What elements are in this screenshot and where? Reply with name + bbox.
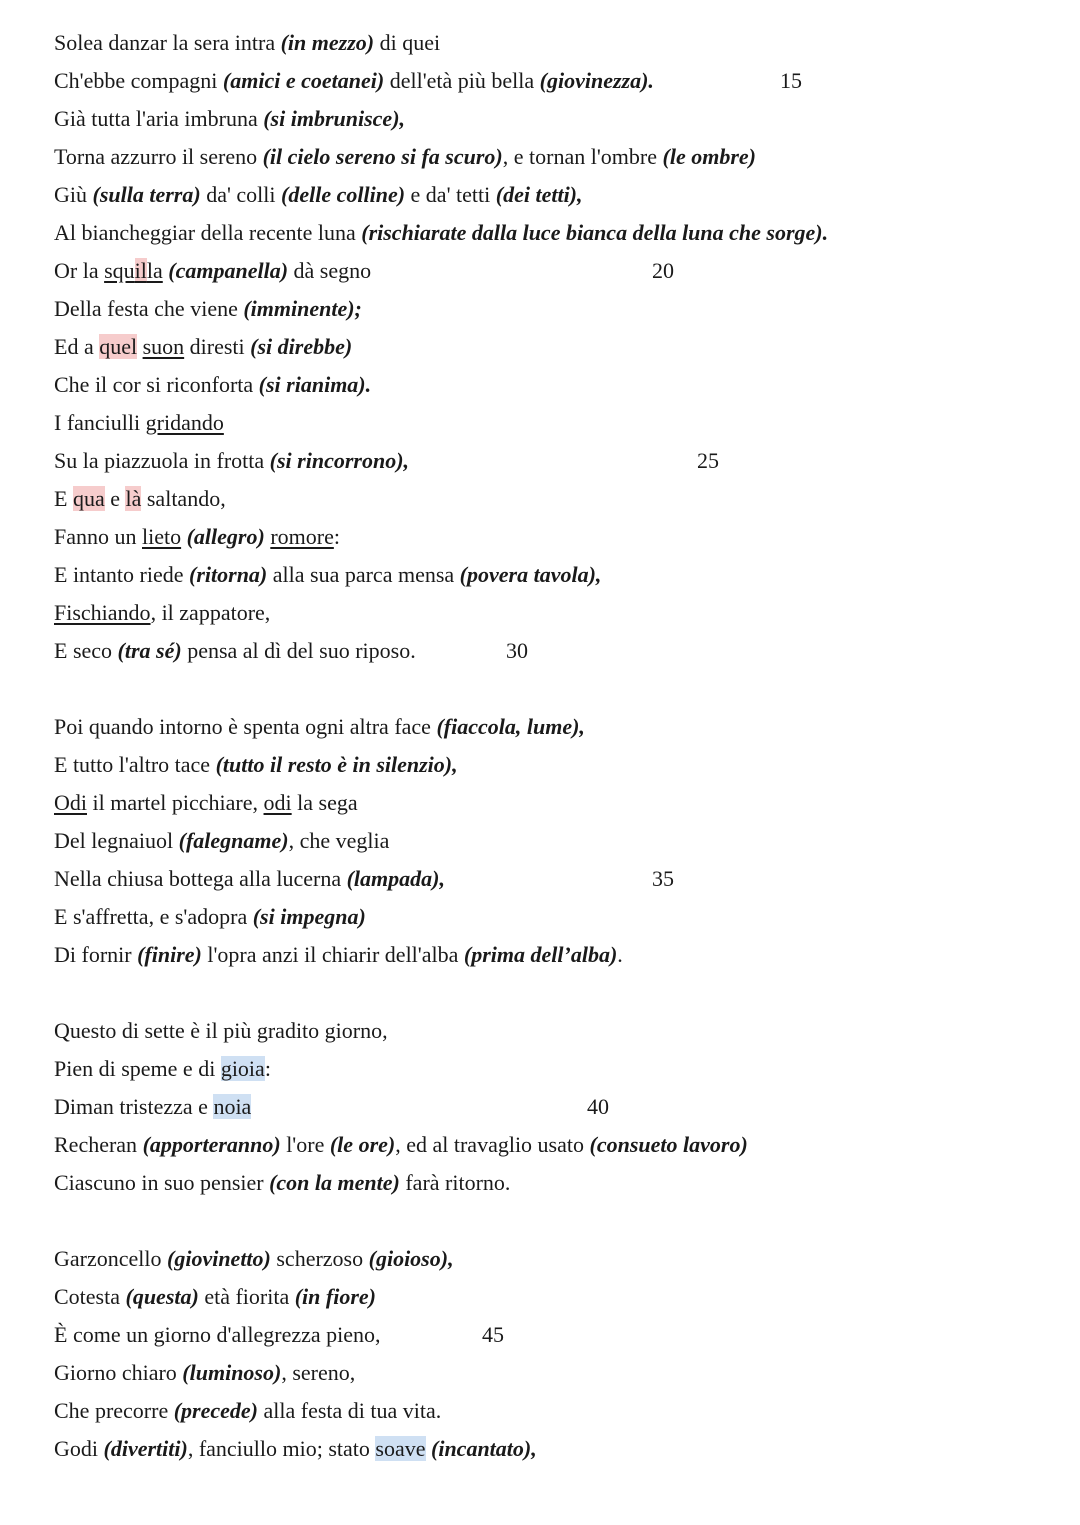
verse-text: , che veglia	[288, 828, 390, 853]
verse-text: Godi	[54, 1436, 104, 1461]
gloss-text: (fiaccola, lume),	[436, 714, 585, 739]
verse-line	[0, 898, 1080, 936]
verse-text: Nella chiusa bottega alla lucerna	[54, 866, 347, 891]
verse-text: Pien di speme e di	[54, 1056, 221, 1081]
underlined-text: Fischiando	[54, 600, 151, 625]
verse-text: E tutto l'altro tace	[54, 752, 216, 777]
verse-text: Al biancheggiar della recente luna	[54, 220, 362, 245]
verse-text: Già tutta l'aria imbruna	[54, 106, 264, 131]
verse-text: Su la piazzuola in frotta	[54, 448, 270, 473]
gloss-text: (le ombre)	[662, 144, 756, 169]
gloss-text: (tutto il resto è in silenzio),	[215, 752, 458, 777]
verse-line	[0, 1392, 1080, 1430]
verse-line	[0, 936, 1080, 974]
verse-text: Diman tristezza e	[54, 1094, 214, 1119]
verse-text: , sereno,	[281, 1360, 356, 1385]
verse-text: Poi quando intorno è spenta ogni altra face	[54, 714, 437, 739]
verse-line	[0, 1430, 1080, 1468]
underlined-text: Odi	[54, 790, 87, 815]
gloss-text: (gioioso),	[368, 1246, 454, 1271]
stanza-gap	[0, 670, 1080, 708]
verse-line	[0, 860, 1080, 898]
verse-number: 40	[587, 1094, 609, 1119]
verse-text: Ed a	[54, 334, 100, 359]
verse-line	[0, 746, 1080, 784]
verse-text: farà ritorno.	[399, 1170, 511, 1195]
verse-line	[0, 24, 1080, 62]
gloss-text: (ritorna)	[189, 562, 268, 587]
poem-page	[0, 24, 1080, 1468]
verse-text: diresti	[184, 334, 251, 359]
verse-text: scherzoso	[270, 1246, 369, 1271]
verse-text: Della festa che viene	[54, 296, 244, 321]
verse-line	[0, 328, 1080, 366]
gloss-text: (apporteranno)	[142, 1132, 281, 1157]
gloss-text: (lampada),	[346, 866, 445, 891]
verse-line	[0, 290, 1080, 328]
verse-line	[0, 518, 1080, 556]
verse-number: 15	[780, 68, 802, 93]
verse-text: di quei	[374, 30, 441, 55]
verse-text: E	[54, 486, 73, 511]
verse-text: I fanciulli	[54, 410, 146, 435]
verse-text: alla festa di tua vita.	[258, 1398, 442, 1423]
verse-text: Che precorre	[54, 1398, 174, 1423]
verse-text: Or la	[54, 258, 105, 283]
verse-text: , fanciullo mio; stato	[187, 1436, 376, 1461]
verse-text: :	[264, 1056, 271, 1081]
verse-line	[0, 1050, 1080, 1088]
verse-text: Solea danzar la sera intra	[54, 30, 281, 55]
verse-line	[0, 1012, 1080, 1050]
verse-text: dell'età più bella	[384, 68, 540, 93]
verse-number: 25	[697, 448, 719, 473]
verse-text: il martel picchiare,	[87, 790, 264, 815]
highlighted-text: il	[134, 258, 147, 283]
verse-line	[0, 632, 1080, 670]
verse-text: e	[104, 486, 126, 511]
gloss-text: (si imbrunisce),	[263, 106, 406, 131]
verse-text: .	[617, 942, 623, 967]
underlined-text: romore	[270, 524, 334, 549]
verse-line	[0, 1088, 1080, 1126]
underlined-text: odi	[263, 790, 292, 815]
verse-text: Garzoncello	[54, 1246, 167, 1271]
verse-text: Del legnaiuol	[54, 828, 179, 853]
verse-text: l'opra anzi il chiarir dell'alba	[201, 942, 464, 967]
verse-text: , ed al travaglio usato	[395, 1132, 590, 1157]
verse-line	[0, 100, 1080, 138]
verse-text: dà segno	[288, 258, 372, 283]
underlined-text: squ	[104, 258, 135, 283]
verse-text: Recheran	[54, 1132, 143, 1157]
gloss-text: (il cielo sereno si fa scuro)	[262, 144, 503, 169]
verse-line	[0, 404, 1080, 442]
verse-text: Ch'ebbe compagni	[54, 68, 223, 93]
gloss-text: (povera tavola),	[459, 562, 602, 587]
verse-text: la sega	[291, 790, 358, 815]
verse-text: , e tornan l'ombre	[502, 144, 663, 169]
verse-text: Che il cor si riconforta	[54, 372, 259, 397]
verse-line	[0, 708, 1080, 746]
gloss-text: (questa)	[125, 1284, 199, 1309]
verse-line	[0, 214, 1080, 252]
gloss-text: (finire)	[137, 942, 202, 967]
gloss-text: (divertiti)	[103, 1436, 188, 1461]
verse-number: 35	[652, 866, 674, 891]
verse-text: :	[333, 524, 340, 549]
highlighted-text: là	[125, 486, 142, 511]
verse-text: pensa al dì del suo riposo.	[181, 638, 416, 663]
underlined-text: la	[146, 258, 163, 283]
gloss-text: (con la mente)	[269, 1170, 400, 1195]
verse-line	[0, 556, 1080, 594]
gloss-text: (giovinezza).	[539, 68, 654, 93]
verse-number: 45	[482, 1322, 504, 1347]
verse-line	[0, 62, 1080, 100]
gloss-text: (consueto lavoro)	[589, 1132, 748, 1157]
verse-line	[0, 1164, 1080, 1202]
gloss-text: (si rianima).	[258, 372, 372, 397]
gloss-text: (in fiore)	[294, 1284, 376, 1309]
verse-text: E s'affretta, e s'adopra	[54, 904, 253, 929]
verse-text: da' colli	[200, 182, 282, 207]
verse-text: Cotesta	[54, 1284, 126, 1309]
underlined-text: suon	[142, 334, 185, 359]
stanza-gap	[0, 1202, 1080, 1240]
gloss-text: (amici e coetanei)	[222, 68, 385, 93]
gloss-text: (falegname)	[178, 828, 289, 853]
gloss-text: (prima dell’alba)	[463, 942, 618, 967]
verse-text: alla sua parca mensa	[267, 562, 460, 587]
gloss-text: (giovinetto)	[167, 1246, 271, 1271]
verse-text: Giù	[54, 182, 93, 207]
gloss-text: (incantato),	[431, 1436, 537, 1461]
gloss-text: (le ore)	[329, 1132, 396, 1157]
verse-text: e da' tetti	[405, 182, 496, 207]
underlined-text: gridando	[145, 410, 224, 435]
gloss-text: (dei tetti),	[495, 182, 583, 207]
highlighted-text: qua	[72, 486, 105, 511]
verse-line	[0, 366, 1080, 404]
verse-text: l'ore	[280, 1132, 330, 1157]
gloss-text: (imminente);	[243, 296, 362, 321]
highlighted-text: quel	[99, 334, 138, 359]
verse-text: età fiorita	[198, 1284, 295, 1309]
stanza-gap	[0, 974, 1080, 1012]
gloss-text: (tra sé)	[117, 638, 182, 663]
verse-line	[0, 822, 1080, 860]
verse-line	[0, 480, 1080, 518]
verse-line	[0, 442, 1080, 480]
verse-line	[0, 252, 1080, 290]
verse-text: È come un giorno d'allegrezza pieno,	[54, 1322, 381, 1347]
verse-text: , il zappatore,	[150, 600, 271, 625]
verse-line	[0, 1316, 1080, 1354]
verse-line	[0, 1354, 1080, 1392]
verse-line	[0, 1240, 1080, 1278]
verse-number: 20	[652, 258, 674, 283]
verse-line	[0, 784, 1080, 822]
gloss-text: (precede)	[173, 1398, 258, 1423]
gloss-text: (rischiarate dalla luce bianca della luna che sorge).	[361, 220, 829, 245]
verse-line	[0, 1126, 1080, 1164]
highlighted-text: gioia	[220, 1056, 265, 1081]
gloss-text: (luminoso)	[182, 1360, 282, 1385]
verse-text: E intanto riede	[54, 562, 190, 587]
gloss-text: (si rincorrono),	[269, 448, 410, 473]
gloss-text: (sulla terra)	[92, 182, 201, 207]
gloss-text: (allegro)	[186, 524, 265, 549]
verse-line	[0, 1278, 1080, 1316]
gloss-text: (si impegna)	[252, 904, 366, 929]
verse-text: Questo di sette è il più gradito giorno,	[54, 1018, 388, 1043]
verse-text: E seco	[54, 638, 118, 663]
verse-text: Di fornir	[54, 942, 138, 967]
verse-number: 30	[506, 638, 528, 663]
verse-text: Giorno chiaro	[54, 1360, 183, 1385]
highlighted-text: noia	[213, 1094, 252, 1119]
gloss-text: (delle colline)	[281, 182, 406, 207]
underlined-text: lieto	[142, 524, 182, 549]
verse-text: Ciascuno in suo pensier	[54, 1170, 270, 1195]
gloss-text: (in mezzo)	[280, 30, 375, 55]
verse-line	[0, 176, 1080, 214]
gloss-text: (si direbbe)	[250, 334, 353, 359]
verse-text: saltando,	[141, 486, 226, 511]
gloss-text: (campanella)	[168, 258, 289, 283]
verse-line	[0, 594, 1080, 632]
highlighted-text: soave	[375, 1436, 426, 1461]
verse-text: Torna azzurro il sereno	[54, 144, 263, 169]
verse-line	[0, 138, 1080, 176]
verse-text: Fanno un	[54, 524, 142, 549]
